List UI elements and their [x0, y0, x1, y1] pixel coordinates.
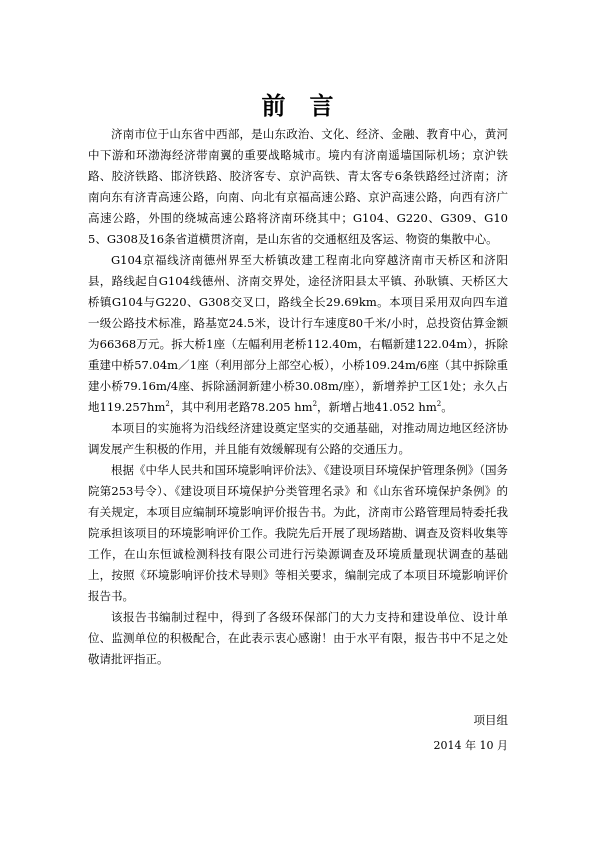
superscript-2-a: 2 [165, 400, 170, 409]
paragraph-2-main: G104京福线济南德州界至大桥镇改建工程南北向穿越济南市天桥区和济阳县，路线起自G104线德州、济南交界处，途径济阳县太平镇、孙耿镇、天桥区大桥镇G104与G220、G308交叉口，路线全长29.69km。本项目采用双向四车道一级公路技术标准，路基宽24.5米，设计行车速度80千米/小时，总投资估算金额为66368万元。拆大桥1座（左幅利用老桥112.40m，右幅新建122.04m），拆除重建中桥57.04m／1座（利用部分上部空心板），小桥109.24m/6座（其中拆除重建小桥79.16m/4座、拆除涵洞新建小桥30.08m/座），新增养护工区1处；永久占地119.257hm [88, 253, 508, 414]
paragraph-3: 本项目的实施将为沿线经济建设奠定坚实的交通基础，对推动周边地区经济协调发展产生积极的作用，并且能有效缓解现有公路的交通压力。 [88, 421, 508, 456]
paragraph-2-end: ，新增占地41.052 hm [317, 400, 437, 414]
paragraph-2 [88, 250, 508, 418]
paragraph-4: 根据《中华人民共和国环境影响评价法》、《建设项目环境保护管理条例》（国务院第253号令）、《建设项目环境保护分类管理名录》和《山东省环境保护条例》的有关规定，本项目应编制环境影响评价报告书。为此，济南市公路管理局特委托我院承担该项目的环境影响评价工作。我院先后开展了现场踏勘、调查及资料收集等工作，在山东恒诚检测科技有限公司进行污染源调查及环境质量现状调查的基础上，按照《环境影响评价技术导则》等相关要求，编制完成了本项目环境影响评价报告书。 [88, 463, 508, 603]
page-title: 前言 [261, 92, 358, 120]
document-body [88, 124, 508, 670]
paragraph-1: 济南市位于山东省中西部，是山东政治、文化、经济、金融、教育中心，黄河中下游和环渤海经济带南翼的重要战略城市。境内有济南遥墙国际机场；京沪铁路、胶济铁路、邯济铁路、胶济客专、京沪高铁、青太客专6条铁路经过济南；济南向东有济青高速公路，向南、向北有京福高速公路、京沪高速公路，向西有济广高速公路，外围的绕城高速公路将济南环绕其中；G104、G220、G309、G105、G308及16条省道横贯济南，是山东省的交通枢纽及客运、物资的集散中心。 [88, 127, 508, 246]
signature-org: 项目组 [473, 713, 508, 727]
superscript-2-b: 2 [312, 400, 318, 409]
superscript-2-c: 2 [436, 400, 442, 409]
paragraph-2-mid: ，其中利用老路78.205 hm [169, 400, 313, 414]
paragraph-2-tail: 。 [441, 400, 453, 414]
signature-date: 2014 年 10 月 [433, 739, 508, 752]
paragraph-5: 该报告书编制过程中，得到了各级环保部门的大力支持和建设单位、设计单位、监测单位的积极配合，在此表示衷心感谢！由于水平有限，报告书中不足之处敬请批评指正。 [88, 610, 508, 666]
